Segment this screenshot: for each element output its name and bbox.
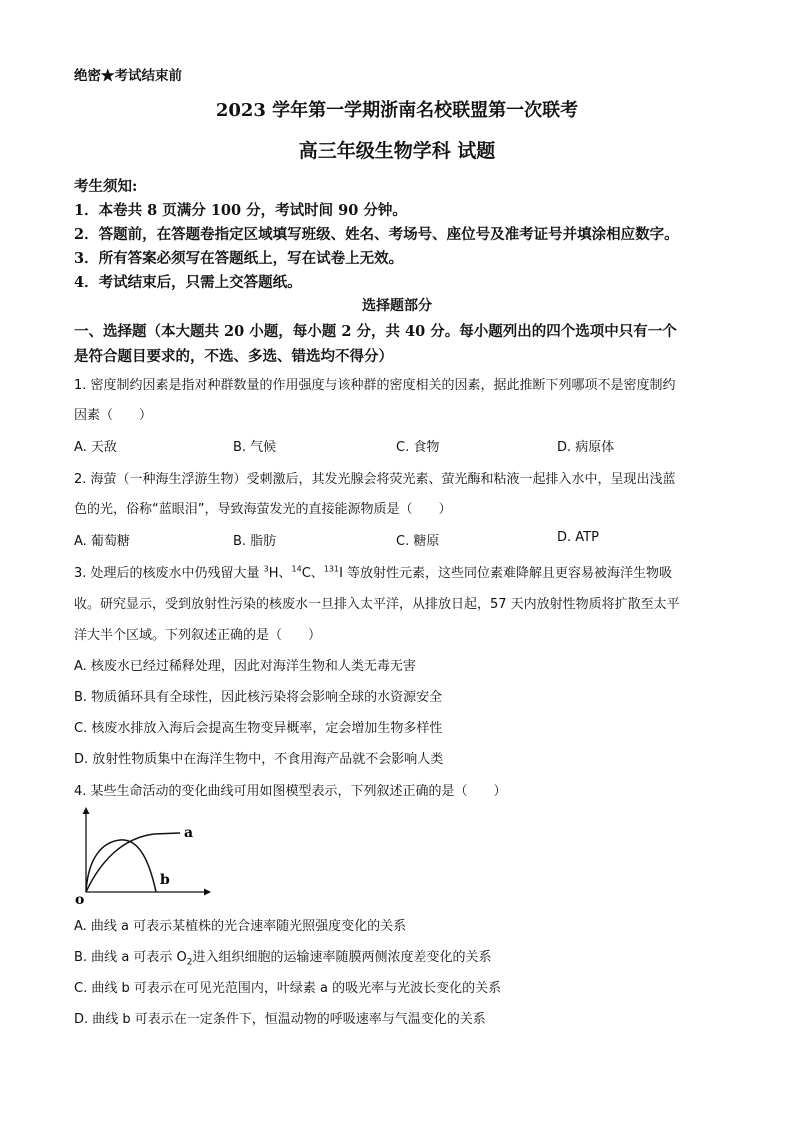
question-1-option-d: D. 病原体 xyxy=(557,440,615,455)
part-heading-line2: 是符合题目要求的，不选、多选、错选均不得分） xyxy=(74,348,393,365)
question-1-option-c: C. 食物 xyxy=(396,440,440,455)
instruction-item: 2．答题前，在答题卷指定区域填写班级、姓名、考场号、座位号及准考证号并填涂相应数字。 xyxy=(74,226,679,243)
question-4-option-d: D. 曲线 b 可表示在一定条件下，恒温动物的呼吸速率与气温变化的关系 xyxy=(74,1012,486,1027)
question-3-option-d: D. 放射性物质集中在海洋生物中，不食用海产品就不会影响人类 xyxy=(74,752,444,767)
question-1-stem: 1. 密度制约因素是指对种群数量的作用强度与该种群的密度相关的因素，据此推断下列哪项不是密度制约 xyxy=(74,378,676,393)
part-heading-line1: 一、选择题（本大题共 20 小题，每小题 2 分，共 40 分。每小题列出的四个选项中只有一个 xyxy=(74,323,677,340)
question-1-option-b: B. 气候 xyxy=(233,440,277,455)
exam-subtitle: 高三年级生物学科 试题 xyxy=(298,140,496,162)
question-2-option-a: A. 葡萄糖 xyxy=(74,534,130,549)
curve-b xyxy=(86,840,156,892)
question-3-option-b: B. 物质循环具有全球性，因此核污染将会影响全球的水资源安全 xyxy=(74,690,443,705)
question-4-option-c: C. 曲线 b 可表示在可见光范围内，叶绿素 a 的吸光率与光波长变化的关系 xyxy=(74,981,502,996)
question-4-stem: 4. 某些生命活动的变化曲线可用如图模型表示，下列叙述正确的是（ ） xyxy=(74,784,507,799)
question-3-option-a: A. 核废水已经过稀释处理，因此对海洋生物和人类无毒无害 xyxy=(74,659,416,674)
x-axis-arrow xyxy=(204,889,211,896)
question-1-option-a: A. 天敌 xyxy=(74,440,117,455)
question-3-option-c: C. 核废水排放入海后会提高生物变异概率，定会增加生物多样性 xyxy=(74,721,443,736)
instruction-item: 4．考试结束后，只需上交答题纸。 xyxy=(74,274,302,291)
question-1-stem-cont: 因素（ ） xyxy=(74,408,153,423)
question-2-stem-cont: 色的光，俗称“蓝眼泪”，导致海萤发光的直接能源物质是（ ） xyxy=(74,502,452,517)
question-3-stem-cont: 洋大半个区域。下列叙述正确的是（ ） xyxy=(74,628,322,643)
question-3-stem-cont: 收。研究显示，受到放射性污染的核废水一旦排入太平洋，从排放日起，57 天内放射性物质将扩散至太平 xyxy=(74,597,680,612)
instruction-item: 1．本卷共 8 页满分 100 分，考试时间 90 分钟。 xyxy=(74,202,407,219)
exam-title: 2023 学年第一学期浙南名校联盟第一次联考 xyxy=(215,100,579,121)
question-4-option-b: B. 曲线 a 可表示 $O_2$进入组织细胞的运输速率随膜两侧浓度差变化的关系 xyxy=(74,950,492,968)
question-2-option-c: C. 糖原 xyxy=(396,534,440,549)
instructions-heading: 考生须知: xyxy=(74,178,138,195)
confidential-label: 绝密★考试结束前 xyxy=(74,68,182,84)
origin-label: o xyxy=(75,892,85,906)
question-2-option-d: D. ATP xyxy=(557,530,599,545)
curve-b-label: b xyxy=(160,872,170,888)
instruction-item: 3．所有答案必须写在答题纸上，写在试卷上无效。 xyxy=(74,250,404,267)
curve-a-label: a xyxy=(184,825,194,841)
curve-graph xyxy=(66,806,216,906)
question-3-stem: 3. 处理后的核废水中仍残留大量 $^3$H、$^{14}$C、$^{131}$I 等放射性元素，这些同位素难降解且更容易被海洋生物吸 xyxy=(74,564,673,581)
question-4-option-a: A. 曲线 a 可表示某植株的光合速率随光照强度变化的关系 xyxy=(74,919,407,934)
y-axis-arrow xyxy=(83,807,90,814)
section-title: 选择题部分 xyxy=(362,298,432,314)
question-2-option-b: B. 脂肪 xyxy=(233,534,277,549)
question-2-stem: 2. 海萤（一种海生浮游生物）受刺激后，其发光腺会将荧光素、萤光酶和粘液一起排入水中，呈现出浅蓝 xyxy=(74,472,676,487)
